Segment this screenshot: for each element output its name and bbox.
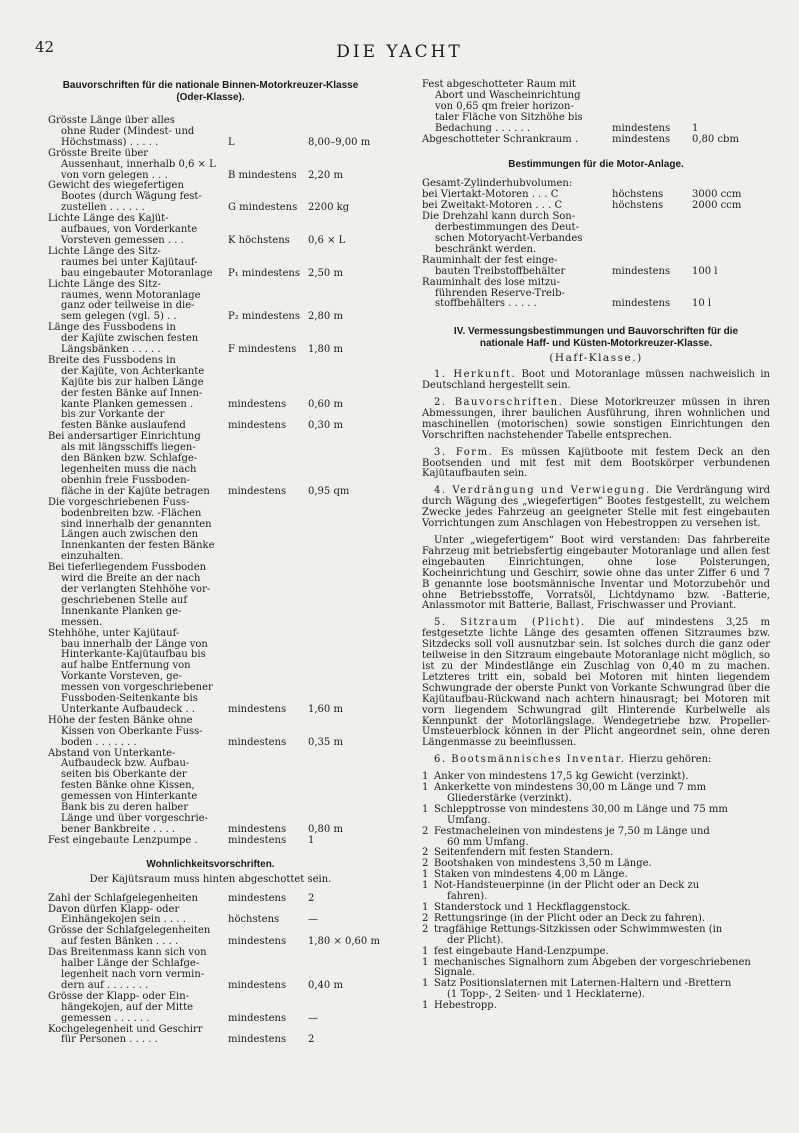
spec-value: 2 (308, 1034, 315, 1046)
spec-text-line: halber Länge der Schlafge- (61, 958, 200, 970)
inventory-text-line: (1 Topp-, 2 Seiten- und 1 Hecklaterne). (447, 989, 645, 1001)
spec-text-line: bei Viertakt-Motoren . . . C (422, 189, 559, 201)
spec-text-line: dern auf . . . . . . . (61, 979, 149, 991)
spec-text-line: bener Bankbreite . . . . (61, 823, 176, 835)
spec-text-line: hängekojen, auf der Mitte (61, 1001, 194, 1013)
inventory-item (422, 979, 770, 1001)
spec-text-line: sem gelegen (vgl. 5) . . (61, 311, 177, 323)
spec-text-line: geschriebenen Stelle auf (61, 594, 188, 606)
spec-qualifier: mindestens (228, 420, 287, 432)
inventory-text-line: 60 mm Umfang. (447, 836, 529, 848)
section-heading-wohnlichkeit: Wohnlichkeitsvorschriften. (146, 858, 275, 870)
spec-qualifier: höchstens (612, 189, 664, 201)
spec-text-line: Grösse der Schlafgelegenheiten (48, 925, 211, 937)
spec-text-line: sind innerhalb der genannten (61, 518, 212, 530)
spec-value: 0,95 qm (308, 485, 350, 497)
spec-qualifier: mindestens (228, 736, 287, 748)
spec-text-line: Stehhöhe, unter Kajütauf- (48, 627, 180, 639)
spec-text-line: ganz oder teilweise in die- (61, 300, 195, 312)
spec-text-line: Kochgelegenheit und Geschirr (48, 1023, 203, 1035)
paragraph-label: 5. Sitzraum (Plicht). (434, 617, 586, 629)
inventory-count: 2 (422, 847, 429, 859)
inventory-text: Hebestropp. (434, 1000, 497, 1012)
spec-row (48, 181, 373, 214)
spec-row (48, 563, 373, 628)
paragraph-text: Hierzu gehören: (628, 754, 712, 766)
right-column (422, 80, 770, 1012)
inventory-text: fest eingebaute Hand-Lenzpumpe. (434, 945, 609, 957)
spec-text-line: legenheiten muss die nach (61, 464, 197, 475)
inventory-count: 2 (422, 923, 429, 935)
spec-row (48, 214, 373, 247)
spec-text-line: Bootes (durch Wägung fest- (61, 191, 202, 203)
spec-value: 8,00–9,00 m (308, 136, 371, 148)
spec-text-line: Länge und über vorgeschrie- (61, 813, 208, 824)
paragraph-label: 2. Bauvorschriften. (434, 397, 564, 409)
spec-text-line: fläche in der Kajüte betragen (61, 485, 210, 497)
wohnlichkeit-intro: Der Kajütsraum muss hinten abgeschottet sein. (89, 873, 332, 885)
spec-text-line: bauten Treibstoffbehälter (435, 265, 566, 277)
spec-description (48, 432, 226, 497)
spec-row (48, 925, 380, 948)
spec-value: 0,35 m (308, 736, 343, 748)
inventory-text: Rettungsringe (in der Plicht oder an Deck zu fahren). (434, 912, 706, 924)
spec-description (48, 323, 226, 356)
spec-table-binnen (48, 116, 373, 847)
paragraph-text: Die auf mindestens 3,25 m festgesetzte lichte Länge des gesamten offenen Sitzraumes bzw. Sitzdecks soll voll ausnutzbar sein. Ist solches durch die ganz oder teilweise in den Sitzraum eingebaute Motoranlage nicht möglich, so ist zu der Mindestlänge ein Zuschlag von 0,40 m zu machen. Letzteres tritt ein, sobald bei Motoren mit hinten liegendem Schwungrade der oberste Punkt von Vorkante Schwungrad über die Kajütaufbau-Rückwand nach achtern hinausragt; bei Motoren mit vorn liegendem Schwungrad gilt Hinterende Kurbelwelle als Kennpunkt der Motorlängslage. Wendegetriebe bzw. Propeller-Umsteuerblock können in der Plicht angeordnet sein, ohne deren Längenmasse zu beeinflussen. (422, 617, 770, 749)
inventory-count: 1 (422, 1000, 429, 1012)
paragraph-text: Diese Motorkreuzer müssen in ihren Abmessungen, ihrer baulichen Ausführung, ihren wohnlichen und maschinellen (motorischen) sowie sonstigen Einrichtungen den Vorschriften nachstehender Tabelle entsprechen. (422, 397, 770, 441)
spec-text-line: bei Zweitakt-Motoren . . . C (422, 200, 563, 212)
spec-qualifier: mindestens (228, 979, 287, 991)
spec-value: 0,80 cbm (692, 133, 739, 145)
spec-value: 10 l (692, 298, 712, 310)
inventory-list (422, 772, 770, 1012)
spec-qualifier: mindestens (228, 398, 287, 410)
section-heading-motor: Bestimmungen für die Motor-Anlage. (508, 159, 684, 171)
spec-text-line: Grösste Länge über alles (48, 115, 175, 126)
spec-value: 0,30 m (308, 420, 343, 432)
spec-text-line: Unterkante Aufbaudeck . . (61, 703, 196, 715)
spec-text-line: Rauminhalt des lose mitzu- (422, 276, 560, 288)
spec-row (422, 80, 770, 135)
paragraph-text: Boot und Motoranlage müssen nachweislich in Deutschland hergestellt sein. (422, 369, 770, 392)
spec-text-line: Kissen von Oberkante Fuss- (61, 725, 203, 737)
spec-value: — (308, 914, 318, 926)
spec-text-line: Gewicht des wiegefertigen (48, 180, 184, 192)
spec-text-line: Abstand von Unterkante- (48, 747, 176, 759)
inventory-count: 1 (422, 869, 429, 881)
spec-value: 2000 ccm (692, 200, 742, 212)
spec-value: 1,80 m (308, 344, 343, 356)
spec-description (48, 149, 226, 182)
paragraph-text: Die Verdrängung wird durch Wägung des „wiegefertigen“ Bootes festgestellt, zu welchem Zwecke jedes Fahrzeug an geeigneter Stelle mit fest eingebauten Vorrichtungen zum Anschlagen von Hebestroppen zu versehen ist. (422, 485, 770, 530)
spec-text-line: bis zur Vorkante der (61, 409, 165, 421)
spec-row (422, 256, 770, 278)
running-title: DIE YACHT (336, 42, 463, 62)
spec-text-line: Hinterkante-Kajütaufbau bis (61, 649, 206, 661)
spec-text-line: Höhe der festen Bänke ohne (48, 714, 193, 726)
spec-text-line: boden . . . . . . . (61, 736, 137, 748)
inventory-text: tragfähige Rettungs-Sitzkissen oder Schwimmwesten (in (434, 923, 723, 935)
spec-qualifier: mindestens (228, 834, 287, 846)
spec-text-line: aufbaues, von Vorderkante (61, 224, 198, 236)
spec-description (422, 256, 607, 278)
spec-qualifier: höchstens (612, 200, 664, 212)
inventory-item (422, 958, 770, 980)
spec-row (48, 280, 373, 324)
inventory-text-line: Umfang. (447, 814, 491, 826)
spec-text-line: zustellen . . . . . . (61, 202, 145, 214)
spec-text-line: schen Motoryacht-Verbandes (435, 232, 583, 244)
spec-text-line: auf halbe Entfernung von (61, 660, 191, 672)
spec-text-line: auf festen Bänken . . . . (61, 936, 179, 948)
spec-text-line: messen von vorgeschriebener (61, 682, 213, 694)
section-subheading-oder: (Oder-Klasse). (176, 92, 245, 103)
spec-text-line: Längsbänken . . . . . (61, 344, 161, 356)
inventory-text-line: der Plicht). (447, 934, 504, 946)
inventory-text-line: Gliederstärke (verzinkt). (447, 792, 572, 804)
spec-text-line: den Bänken bzw. Schlafge- (61, 453, 198, 465)
spec-description (48, 116, 226, 149)
spec-row (48, 498, 373, 563)
section-heading-iv: IV. Vermessungsbestimmungen und Bauvorschriften für die (453, 326, 739, 338)
inventory-count: 1 (422, 880, 429, 892)
spec-qualifier: höchstens (228, 914, 280, 926)
spec-text-line: Kajüte bis zur halben Länge (61, 376, 204, 388)
spec-value: 1 (308, 834, 315, 846)
spec-text-line: Bedachung . . . . . . (435, 122, 531, 134)
spec-text-line: festen Bänke ohne Kissen, (61, 780, 195, 792)
spec-text-line: ohne Ruder (Mindest- und (61, 125, 195, 137)
spec-row (422, 212, 770, 256)
spec-text-line: Grösse der Klapp- oder Ein- (48, 990, 190, 1002)
spec-description (48, 214, 226, 247)
spec-value: 2 (308, 892, 315, 904)
spec-value: 2200 kg (308, 202, 350, 214)
spec-value: 1,80 × 0,60 m (308, 936, 380, 948)
spec-row (48, 247, 373, 280)
spec-description (48, 498, 226, 563)
spec-description (48, 716, 226, 749)
spec-text-line: Lichte Länge des Sitz- (48, 245, 161, 257)
inventory-text: Seitenfendern mit festen Standern. (434, 847, 614, 859)
spec-text-line: der verlangten Stehhöhe vor- (61, 583, 211, 595)
page-number: 42 (35, 38, 55, 56)
inventory-text: Not-Handsteuerpinne (in der Plicht oder an Deck zu (434, 880, 700, 892)
spec-text-line: Höchstmass) . . . . . (61, 136, 159, 148)
spec-value: — (308, 1012, 318, 1024)
spec-value: 1 (692, 122, 699, 134)
inventory-text: Satz Positionslaternen mit Laternen-Haltern und -Brettern (434, 978, 732, 990)
spec-row (48, 432, 373, 497)
spec-text-line: kante Planken gemessen . (61, 398, 194, 410)
inventory-text: Anker von mindestens 17,5 kg Gewicht (verzinkt). (434, 771, 689, 783)
spec-qualifier: mindestens (228, 703, 287, 715)
inventory-count: 2 (422, 912, 429, 924)
spec-text-line: Innenkante Planken ge- (61, 605, 182, 617)
spec-text-line: Bei tieferliegendem Fussboden (48, 562, 207, 574)
regulation-paragraphs (422, 370, 770, 766)
spec-text-line: Bank bis zu deren halber (61, 802, 189, 814)
inventory-count: 1 (422, 945, 429, 957)
spec-value: 1,60 m (308, 703, 343, 715)
spec-value: 3000 ccm (692, 189, 742, 201)
spec-text-line: Fest abgeschotteter Raum mit (422, 79, 576, 90)
paragraph-label: 4. Verdrängung und Verwiegung. (434, 485, 651, 497)
spec-row (48, 948, 373, 992)
spec-qualifier: mindestens (612, 133, 671, 145)
spec-row (48, 905, 373, 927)
spec-text-line: Abort und Wascheinrichtung (435, 89, 581, 101)
spec-text-line: messen. (61, 616, 103, 628)
spec-description (48, 749, 226, 836)
regulation-paragraph (422, 486, 770, 530)
spec-text-line: Fussboden-Seitenkante bis (61, 693, 198, 705)
spec-description (422, 80, 607, 135)
paragraph-text: Es müssen Kajütboote mit festem Deck an den Bootsenden und mit fest mit dem Bootskörper verbundenen Kajütaufbauten sein. (422, 446, 771, 480)
spec-text-line: gemessen von Hinterkante (61, 791, 198, 803)
spec-qualifier: mindestens (228, 936, 287, 948)
regulation-paragraph (422, 618, 770, 749)
left-column (48, 80, 380, 1046)
spec-qualifier: G mindestens (228, 202, 298, 214)
inventory-item (422, 805, 770, 827)
spec-value: 100 l (692, 265, 718, 277)
spec-text-line: Gesamt-Zylinderhubvolumen: (422, 178, 573, 190)
spec-text-line: Lichte Länge des Kajüt- (48, 213, 169, 225)
spec-text-line: festen Bänke auslaufend (61, 420, 186, 432)
spec-description (422, 135, 607, 146)
spec-text-line: von 0,65 qm freier horizon- (435, 100, 574, 112)
spec-row (48, 1025, 373, 1047)
spec-qualifier: mindestens (612, 265, 671, 277)
spec-text-line: Breite des Fussbodens in (48, 354, 176, 366)
spec-row (422, 278, 770, 311)
spec-text-line: als mit längsschiffs liegen- (61, 442, 196, 454)
spec-description (48, 410, 226, 432)
spec-value: 2,50 m (308, 267, 343, 279)
spec-text-line: Innenkanten der festen Bänke (61, 540, 215, 552)
spec-text-line: Einhängekojen sein . . . . (61, 914, 186, 926)
spec-text-line: seiten bis Oberkante der (61, 769, 187, 781)
spec-row (48, 356, 373, 411)
spec-text-line: Vorkante Vorsteven, ge- (61, 671, 182, 683)
inventory-count: 2 (422, 858, 429, 870)
spec-text-line: Rauminhalt der fest einge- (422, 254, 558, 266)
section-subheading-haff: (Haff-Klasse.) (549, 352, 643, 365)
spec-description (48, 905, 226, 927)
spec-text-line: derbestimmungen des Deut- (435, 222, 579, 234)
spec-description (48, 181, 226, 214)
spec-qualifier: mindestens (228, 1012, 287, 1024)
spec-value: 0,40 m (308, 979, 343, 991)
spec-qualifier: mindestens (228, 823, 287, 835)
inventory-text: Staken von mindestens 4,00 m Länge. (434, 869, 628, 881)
inventory-count: 1 (422, 771, 429, 783)
spec-text-line: taler Fläche von Sitzhöhe bis (435, 111, 583, 123)
spec-table-wohnlichkeit (48, 892, 380, 1047)
spec-qualifier: L (228, 136, 235, 148)
inventory-count: 1 (422, 782, 429, 794)
spec-text-line: führenden Reserve-Treib- (435, 287, 565, 299)
paragraph-label: 1. Herkunft. (434, 369, 517, 381)
spec-text-line: gemessen . . . . . . (61, 1012, 150, 1024)
spec-description (48, 563, 226, 628)
inventory-text: Ankerkette von mindestens 30,00 m Länge und 7 mm (434, 782, 707, 794)
spec-text-line: Das Breitenmass kann sich von (48, 947, 207, 959)
spec-text-line: Die Drehzahl kann durch Son- (422, 211, 576, 223)
spec-description (48, 836, 226, 847)
spec-text-line: raumes, wenn Motoranlage (61, 289, 201, 301)
spec-description (48, 356, 226, 411)
spec-value: 2,20 m (308, 169, 343, 181)
spec-text-line: Fest eingebaute Lenzpumpe . (48, 834, 198, 846)
inventory-text: Bootshaken von mindestens 3,50 m Länge. (434, 858, 652, 870)
spec-row (48, 323, 373, 356)
inventory-text: mechanisches Signalhorn zum Abgeben der vorgeschriebenen Signale. (434, 956, 751, 979)
spec-text-line: obenhin freie Fussboden- (61, 474, 190, 486)
spec-row (48, 749, 373, 836)
section-heading-iv-line2: nationale Haff- und Küsten-Motorkreuzer-Klasse. (479, 338, 713, 350)
paragraph-text: Unter „wiegefertigem“ Boot wird verstanden: Das fahrbereite Fahrzeug mit betriebsfertig eingebauter Motoranlage und allen fest eingebauten Einrichtungen, ohne lose Polsterungen, Kocheinrichtung und Geschirr, sowie ohne das unter Ziffer 6 und 7 B genannte lose bootsmännische Inventar und Motorzubehör und ohne Betriebsstoffe, Vorratsöl, Lichtdynamo bzw. -Batterie, Anlassmotor mit Batterie, Ballast, Frischwasser und Proviant. (422, 535, 770, 612)
spec-row (48, 992, 373, 1025)
spec-text-line: bau eingebauter Motoranlage (61, 267, 213, 279)
spec-text-line: Abgeschotteter Schrankraum . (422, 133, 579, 145)
spec-text-line: der festen Bänke auf Innen- (61, 387, 203, 399)
spec-text-line: Grösste Breite über (48, 147, 149, 159)
spec-row (48, 116, 373, 149)
spec-text-line: wird die Breite an der nach (61, 573, 201, 585)
inventory-item (422, 881, 770, 903)
spec-row (48, 149, 373, 182)
inventory-item (422, 925, 770, 947)
spec-qualifier: P₂ mindestens (228, 311, 300, 323)
spec-qualifier: P₁ mindestens (228, 267, 300, 279)
spec-text-line: Lichte Länge des Sitz- (48, 278, 161, 290)
spec-qualifier: mindestens (612, 122, 671, 134)
spec-text-line: beschränkt werden. (435, 243, 537, 255)
spec-row (48, 410, 373, 432)
spec-row (48, 629, 373, 716)
spec-text-line: einzuhalten. (61, 551, 124, 563)
spec-value: 0,80 m (308, 823, 343, 835)
spec-description (48, 629, 226, 716)
spec-row (48, 716, 373, 749)
inventory-count: 1 (422, 803, 429, 815)
inventory-count: 1 (422, 902, 429, 913)
spec-text-line: Längen auch zwischen den (61, 529, 199, 541)
regulation-paragraph (422, 536, 770, 612)
paragraph-label: 3. Form. (434, 446, 494, 458)
inventory-count: 2 (422, 825, 429, 837)
spec-qualifier: mindestens (228, 892, 287, 904)
spec-value: 0,60 m (308, 398, 343, 410)
section-heading-binnen: Bauvorschriften für die nationale Binnen-Motorkreuzer-Klasse (62, 80, 359, 91)
spec-value: 2,80 m (308, 311, 343, 323)
spec-description (48, 280, 226, 324)
inventory-count: 1 (422, 978, 429, 990)
spec-text-line: Bei andersartiger Einrichtung (48, 431, 201, 443)
inventory-item (422, 1001, 770, 1012)
inventory-item (422, 783, 770, 805)
spec-text-line: raumes bei unter Kajütauf- (61, 256, 198, 268)
regulation-paragraph (422, 398, 770, 442)
spec-qualifier: mindestens (612, 298, 671, 310)
spec-text-line: Zahl der Schlafgelegenheiten (48, 892, 198, 904)
paragraph-label: 6. Bootsmännisches Inventar. (434, 754, 626, 766)
inventory-text: Standerstock und 1 Heckflaggenstock. (434, 902, 631, 913)
regulation-paragraph (422, 448, 770, 481)
spec-text-line: Aussenhaut, innerhalb 0,6 × L (61, 158, 216, 170)
spec-row (48, 836, 373, 847)
inventory-count: 1 (422, 956, 429, 968)
spec-qualifier: F mindestens (228, 344, 297, 356)
spec-text-line: bodenbreiten bzw. -Flächen (61, 507, 202, 519)
spec-description (48, 992, 226, 1025)
regulation-paragraph (422, 755, 770, 766)
spec-qualifier: K höchstens (228, 234, 290, 246)
inventory-text: Festmacheleinen von mindestens je 7,50 m Länge und (434, 825, 710, 837)
spec-qualifier: mindestens (228, 485, 287, 497)
spec-row (422, 135, 770, 146)
spec-description (422, 278, 607, 311)
spec-description (48, 247, 226, 280)
spec-qualifier: B mindestens (228, 169, 297, 181)
inventory-text: Schlepptrosse von mindestens 30,00 m Länge und 75 mm (434, 803, 728, 815)
spec-text-line: Länge des Fussbodens in (48, 322, 176, 334)
spec-text-line: bau innerhalb der Länge von (61, 638, 208, 650)
spec-description (48, 948, 226, 992)
spec-description (48, 926, 226, 948)
spec-text-line: für Personen . . . . . (61, 1034, 158, 1046)
spec-text-line: der Kajüte zwischen festen (61, 333, 199, 345)
regulation-paragraph (422, 370, 770, 392)
spec-text-line: Die vorgeschriebenen Fuss- (48, 496, 190, 508)
inventory-text-line: fahren). (447, 891, 488, 903)
spec-table-continued (422, 80, 770, 145)
spec-text-line: Aufbaudeck bzw. Aufbau- (61, 758, 190, 770)
spec-description (422, 212, 607, 256)
spec-text-line: Davon dürfen Klapp- oder (48, 903, 180, 915)
spec-table-motor (422, 179, 770, 310)
spec-text-line: stoffbehälters . . . . . (435, 298, 537, 310)
spec-description (48, 1025, 226, 1047)
spec-text-line: der Kajüte, von Achterkante (61, 365, 205, 377)
spec-text-line: von vorn gelegen . . . (61, 169, 168, 181)
inventory-item (422, 827, 770, 849)
spec-text-line: legenheit nach vorn vermin- (61, 968, 205, 980)
spec-value: 0,6 × L (308, 234, 346, 246)
spec-text-line: Vorsteven gemessen . . . (61, 234, 184, 246)
spec-qualifier: mindestens (228, 1034, 287, 1046)
